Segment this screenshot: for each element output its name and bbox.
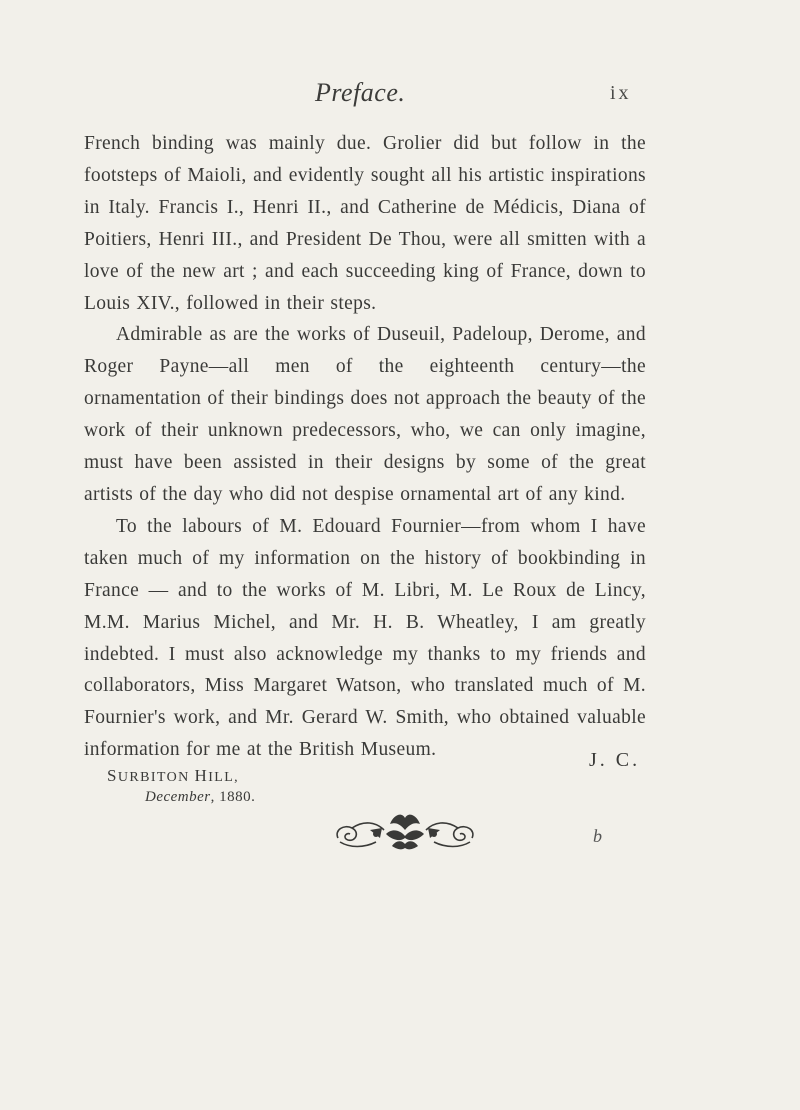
- author-initials: J. C.: [589, 749, 641, 771]
- signature-mark: b: [593, 826, 602, 846]
- running-title: Preface.: [315, 78, 406, 107]
- signoff-date: [145, 789, 255, 806]
- paragraph-1: French binding was mainly due. Grolier did but follow in the footsteps of Maioli, and evidently sought all his artistic inspirations in Italy. Francis I., Henri II., and Catherine de Médicis, Diana of Poitiers, Henri III., and President De Thou, were all smitten with a love of the new art ; and each succeeding king of France, down to Louis XIV., followed in their steps.: [84, 133, 646, 314]
- date-month: December: [145, 789, 211, 805]
- place-part-1: URBITON: [117, 770, 195, 785]
- place-cap-h: H: [194, 766, 209, 785]
- signoff-place: [107, 766, 239, 786]
- preface-body: [84, 128, 646, 766]
- page-number: ix: [610, 82, 632, 104]
- paragraph-2: Admirable as are the works of Duseuil, Padeloup, Derome, and Roger Payne—all men of the eighteenth century—the ornamentation of their bindings does not approach the beauty of the work of their unknown predecessors, who, we can only imagine, must have been assisted in their designs by some of the great artists of the day who did not despise ornamental art of any kind.: [84, 324, 646, 505]
- place-cap-s: S: [107, 766, 118, 785]
- place-part-2: ILL,: [208, 770, 240, 785]
- date-year: , 1880.: [210, 789, 256, 805]
- floral-ornament-icon: [330, 808, 480, 858]
- paragraph-3: To the labours of M. Edouard Fournier—from whom I have taken much of my information on the history of bookbinding in France — and to the works of M. Libri, M. Le Roux de Lincy, M.M. Marius Michel, and Mr. H. B. Wheatley, I am greatly indebted. I must also acknowledge my thanks to my friends and collaborators, Miss Margaret Watson, who translated much of M. Fournier's work, and Mr. Gerard W. Smith, who obtained valuable information for me at the British Museum.: [84, 515, 646, 761]
